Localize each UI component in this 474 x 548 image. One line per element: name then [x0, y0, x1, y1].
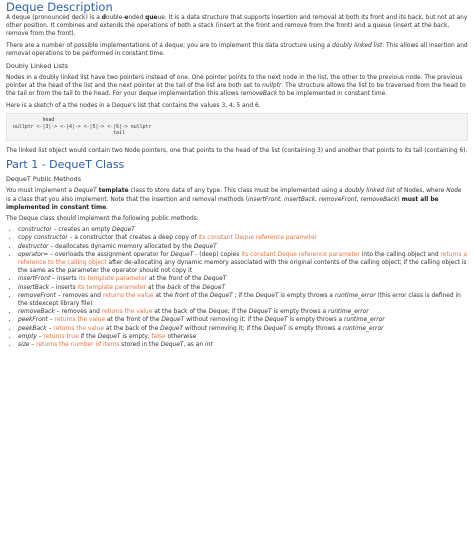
list-item: • removeBack – removes and returns the value at the back of the Deque; if the DequeT is empty throws a runtime_error — [18, 308, 468, 316]
dll-paragraph-3: The linked list object would contain two Node pointers, one that points to the head of the list (containing 3) and another that points to its tail (containing 6). — [6, 148, 468, 155]
list-item: • constructor – creates an empty DequeT — [18, 226, 468, 234]
code-block: head nullptr <-|3|-> <-|4|-> <-|5|-> <-|6|-> nullptr tail — [6, 113, 468, 141]
part1-paragraph-2: The Deque class should implement the following public methods: — [6, 216, 199, 223]
section-heading-dll: Doubly Linked Lists — [6, 62, 68, 71]
list-item: • peekBack – returns the value at the back of the DequeT without removing it; if the DequeT is empty throws a runtime_error — [18, 325, 468, 333]
list-item: • destructor – deallocates dynamic memory allocated by the DequeT — [18, 243, 468, 251]
dll-paragraph-2: Here is a sketch of a the nodes in a Deque's list that contains the values 3, 4, 5 and 6. — [6, 102, 261, 109]
part1-paragraph-1: You must implement a DequeT template class to store data of any type. This class must be implemented using a doubly linked list of Nodes, where Node is a class that you also implement. Note that the insertion and removal methods (insertFront, insertBack, removeFront, removeBack) must all be implemented in constant time. — [6, 188, 462, 211]
section-heading-public-methods: DequeT Public Methods — [6, 175, 82, 184]
list-item: • insertFront – inserts its template parameter at the front of the DequeT — [18, 275, 468, 283]
list-item: • peekFront – returns the value at the front of the DequeT without removing it; if the DequeT is empty throws a runtime_error — [18, 316, 468, 324]
page-title: Deque Description — [6, 0, 113, 14]
list-item: • size – returns the number of items stored in the DequeT, as an int — [18, 341, 468, 349]
list-item: • copy constructor – a constructor that creates a deep copy of its constant Deque reference parameter — [18, 234, 468, 242]
list-item: • removeFront – removes and returns the value at the front of the DequeT ; if the DequeT is empty throws a runtime_error (this error class is defined in the stdexcept library file) — [18, 292, 468, 308]
list-item: • empty – returns true if the DequeT is empty, false otherwise — [18, 333, 468, 341]
part-heading: Part 1 - DequeT Class — [6, 158, 125, 172]
dll-paragraph-1: Nodes in a doubly linked list have two pointers instead of one. One pointer points to the next node in the list, the other to the previous node. The previous pointer at the head of the list and the next pointer at the tail of the list are both set to nullptr. The structure allows the list to be traversed from the head to the tail or from the tail to the head. For your deque implementation this allows removeBack to be implemented in constant time. — [6, 75, 466, 98]
intro-paragraph-1: A deque (pronounced deck) is a double-ended queue. It is a data structure that supports insertion and removal at both its front and its back, but not at any other position. It combines and extends the operations of both a stack (insert at the front and remove from the front) and a queue (insert at the back, remove from the front). — [6, 15, 468, 38]
list-item: • insertBack – inserts its template parameter at the back of the DequeT — [18, 284, 468, 292]
list-item: • operator= – overloads the assignment operator for DequeT - (deep) copies its constant Deque reference parameter into the calling object and returns a reference to the calling object after de-allocating any dynamic memory associated with the original contents of the calling object; if the calling object is the same as the parameter the operator should not copy it — [18, 251, 468, 276]
methods-list — [6, 226, 468, 349]
intro-paragraph-2: There are a number of possible implementations of a deque; you are to implement this data structure using a doubly linked list. This allows all insertion and removal operations to be performed in constant time. — [6, 42, 468, 57]
